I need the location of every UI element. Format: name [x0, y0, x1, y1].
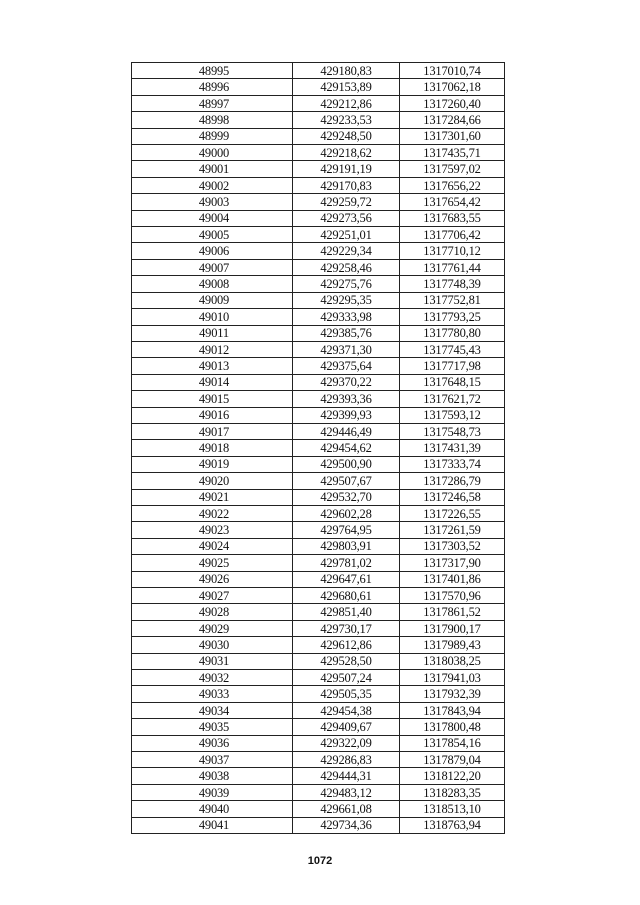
table-row — [132, 341, 505, 357]
point-number-cell: 49033 — [132, 686, 293, 702]
point-number-cell: 49038 — [132, 768, 293, 784]
x-coordinate-cell: 429333,98 — [293, 309, 400, 325]
x-coordinate-cell: 429764,95 — [293, 522, 400, 538]
point-number-cell: 49019 — [132, 456, 293, 472]
y-coordinate-cell: 1317800,48 — [400, 719, 505, 735]
x-coordinate-cell: 429259,72 — [293, 194, 400, 210]
table-row — [132, 801, 505, 817]
table-row — [132, 292, 505, 308]
point-number-cell: 49014 — [132, 374, 293, 390]
table-row — [132, 784, 505, 800]
y-coordinate-cell: 1317861,52 — [400, 604, 505, 620]
y-coordinate-cell: 1317284,66 — [400, 112, 505, 128]
point-number-cell: 49022 — [132, 505, 293, 521]
point-number-cell: 49001 — [132, 161, 293, 177]
y-coordinate-cell: 1317717,98 — [400, 358, 505, 374]
point-number-cell: 49000 — [132, 145, 293, 161]
point-number-cell: 48997 — [132, 95, 293, 111]
table-row — [132, 374, 505, 390]
point-number-cell: 49037 — [132, 752, 293, 768]
point-number-cell: 49035 — [132, 719, 293, 735]
x-coordinate-cell: 429212,86 — [293, 95, 400, 111]
point-number-cell: 49005 — [132, 227, 293, 243]
point-number-cell: 49032 — [132, 670, 293, 686]
table-row — [132, 670, 505, 686]
y-coordinate-cell: 1317752,81 — [400, 292, 505, 308]
x-coordinate-cell: 429851,40 — [293, 604, 400, 620]
y-coordinate-cell: 1318763,94 — [400, 817, 505, 833]
table-row — [132, 637, 505, 653]
point-number-cell: 49011 — [132, 325, 293, 341]
point-number-cell: 48998 — [132, 112, 293, 128]
y-coordinate-cell: 1317656,22 — [400, 177, 505, 193]
x-coordinate-cell: 429602,28 — [293, 505, 400, 521]
table-row — [132, 407, 505, 423]
table-row — [132, 243, 505, 259]
x-coordinate-cell: 429385,76 — [293, 325, 400, 341]
y-coordinate-cell: 1317062,18 — [400, 79, 505, 95]
table-row — [132, 194, 505, 210]
y-coordinate-cell: 1318038,25 — [400, 653, 505, 669]
point-number-cell: 49006 — [132, 243, 293, 259]
table-row — [132, 161, 505, 177]
y-coordinate-cell: 1317843,94 — [400, 702, 505, 718]
point-number-cell: 49031 — [132, 653, 293, 669]
point-number-cell: 49013 — [132, 358, 293, 374]
x-coordinate-cell: 429781,02 — [293, 555, 400, 571]
point-number-cell: 49003 — [132, 194, 293, 210]
point-number-cell: 49004 — [132, 210, 293, 226]
table-row — [132, 702, 505, 718]
x-coordinate-cell: 429500,90 — [293, 456, 400, 472]
table-row — [132, 456, 505, 472]
x-coordinate-cell: 429248,50 — [293, 128, 400, 144]
y-coordinate-cell: 1317780,80 — [400, 325, 505, 341]
y-coordinate-cell: 1317748,39 — [400, 276, 505, 292]
table-row — [132, 145, 505, 161]
x-coordinate-cell: 429446,49 — [293, 423, 400, 439]
table-row — [132, 735, 505, 751]
x-coordinate-cell: 429191,19 — [293, 161, 400, 177]
x-coordinate-cell: 429180,83 — [293, 63, 400, 79]
table-row — [132, 95, 505, 111]
x-coordinate-cell: 429399,93 — [293, 407, 400, 423]
table-row — [132, 325, 505, 341]
table-row — [132, 505, 505, 521]
x-coordinate-cell: 429454,62 — [293, 440, 400, 456]
y-coordinate-cell: 1317286,79 — [400, 473, 505, 489]
y-coordinate-cell: 1318283,35 — [400, 784, 505, 800]
x-coordinate-cell: 429322,09 — [293, 735, 400, 751]
table-row — [132, 555, 505, 571]
y-coordinate-cell: 1317879,04 — [400, 752, 505, 768]
y-coordinate-cell: 1317010,74 — [400, 63, 505, 79]
point-number-cell: 49039 — [132, 784, 293, 800]
table-row — [132, 259, 505, 275]
x-coordinate-cell: 429251,01 — [293, 227, 400, 243]
x-coordinate-cell: 429507,67 — [293, 473, 400, 489]
x-coordinate-cell: 429734,36 — [293, 817, 400, 833]
x-coordinate-cell: 429371,30 — [293, 341, 400, 357]
coordinates-table-body — [132, 63, 505, 834]
point-number-cell: 49015 — [132, 391, 293, 407]
x-coordinate-cell: 429393,36 — [293, 391, 400, 407]
table-row — [132, 538, 505, 554]
y-coordinate-cell: 1317710,12 — [400, 243, 505, 259]
y-coordinate-cell: 1317435,71 — [400, 145, 505, 161]
y-coordinate-cell: 1317570,96 — [400, 588, 505, 604]
x-coordinate-cell: 429375,64 — [293, 358, 400, 374]
table-row — [132, 719, 505, 735]
y-coordinate-cell: 1317226,55 — [400, 505, 505, 521]
x-coordinate-cell: 429170,83 — [293, 177, 400, 193]
point-number-cell: 49023 — [132, 522, 293, 538]
table-row — [132, 768, 505, 784]
point-number-cell: 49016 — [132, 407, 293, 423]
point-number-cell: 48999 — [132, 128, 293, 144]
y-coordinate-cell: 1317260,40 — [400, 95, 505, 111]
table-row — [132, 588, 505, 604]
y-coordinate-cell: 1317597,02 — [400, 161, 505, 177]
x-coordinate-cell: 429273,56 — [293, 210, 400, 226]
y-coordinate-cell: 1317989,43 — [400, 637, 505, 653]
y-coordinate-cell: 1317621,72 — [400, 391, 505, 407]
y-coordinate-cell: 1317648,15 — [400, 374, 505, 390]
table-row — [132, 423, 505, 439]
y-coordinate-cell: 1317854,16 — [400, 735, 505, 751]
y-coordinate-cell: 1317246,58 — [400, 489, 505, 505]
point-number-cell: 48995 — [132, 63, 293, 79]
point-number-cell: 49024 — [132, 538, 293, 554]
x-coordinate-cell: 429680,61 — [293, 588, 400, 604]
x-coordinate-cell: 429612,86 — [293, 637, 400, 653]
table-row — [132, 620, 505, 636]
x-coordinate-cell: 429229,34 — [293, 243, 400, 259]
y-coordinate-cell: 1318513,10 — [400, 801, 505, 817]
x-coordinate-cell: 429647,61 — [293, 571, 400, 587]
x-coordinate-cell: 429153,89 — [293, 79, 400, 95]
y-coordinate-cell: 1317900,17 — [400, 620, 505, 636]
y-coordinate-cell: 1317548,73 — [400, 423, 505, 439]
table-row — [132, 440, 505, 456]
table-row — [132, 177, 505, 193]
table-row — [132, 112, 505, 128]
table-row — [132, 522, 505, 538]
y-coordinate-cell: 1317745,43 — [400, 341, 505, 357]
x-coordinate-cell: 429528,50 — [293, 653, 400, 669]
page-number: 1072 — [307, 855, 333, 867]
x-coordinate-cell: 429258,46 — [293, 259, 400, 275]
point-number-cell: 49021 — [132, 489, 293, 505]
point-number-cell: 49029 — [132, 620, 293, 636]
point-number-cell: 49008 — [132, 276, 293, 292]
y-coordinate-cell: 1317401,86 — [400, 571, 505, 587]
x-coordinate-cell: 429454,38 — [293, 702, 400, 718]
table-row — [132, 128, 505, 144]
table-row — [132, 63, 505, 79]
x-coordinate-cell: 429532,70 — [293, 489, 400, 505]
table-row — [132, 210, 505, 226]
y-coordinate-cell: 1317431,39 — [400, 440, 505, 456]
y-coordinate-cell: 1317941,03 — [400, 670, 505, 686]
y-coordinate-cell: 1317261,59 — [400, 522, 505, 538]
point-number-cell: 49025 — [132, 555, 293, 571]
x-coordinate-cell: 429730,17 — [293, 620, 400, 636]
point-number-cell: 49018 — [132, 440, 293, 456]
point-number-cell: 49020 — [132, 473, 293, 489]
y-coordinate-cell: 1317303,52 — [400, 538, 505, 554]
table-row — [132, 358, 505, 374]
table-row — [132, 653, 505, 669]
table-row — [132, 817, 505, 833]
x-coordinate-cell: 429233,53 — [293, 112, 400, 128]
y-coordinate-cell: 1317317,90 — [400, 555, 505, 571]
y-coordinate-cell: 1317761,44 — [400, 259, 505, 275]
x-coordinate-cell: 429275,76 — [293, 276, 400, 292]
x-coordinate-cell: 429370,22 — [293, 374, 400, 390]
y-coordinate-cell: 1317333,74 — [400, 456, 505, 472]
point-number-cell: 48996 — [132, 79, 293, 95]
table-row — [132, 686, 505, 702]
point-number-cell: 49030 — [132, 637, 293, 653]
x-coordinate-cell: 429803,91 — [293, 538, 400, 554]
table-row — [132, 227, 505, 243]
point-number-cell: 49026 — [132, 571, 293, 587]
table-row — [132, 79, 505, 95]
y-coordinate-cell: 1317593,12 — [400, 407, 505, 423]
point-number-cell: 49034 — [132, 702, 293, 718]
x-coordinate-cell: 429218,62 — [293, 145, 400, 161]
y-coordinate-cell: 1317932,39 — [400, 686, 505, 702]
x-coordinate-cell: 429295,35 — [293, 292, 400, 308]
y-coordinate-cell: 1317654,42 — [400, 194, 505, 210]
table-row — [132, 489, 505, 505]
table-row — [132, 473, 505, 489]
point-number-cell: 49036 — [132, 735, 293, 751]
y-coordinate-cell: 1317706,42 — [400, 227, 505, 243]
point-number-cell: 49010 — [132, 309, 293, 325]
table-row — [132, 276, 505, 292]
point-number-cell: 49007 — [132, 259, 293, 275]
table-row — [132, 391, 505, 407]
point-number-cell: 49027 — [132, 588, 293, 604]
x-coordinate-cell: 429505,35 — [293, 686, 400, 702]
table-row — [132, 752, 505, 768]
point-number-cell: 49017 — [132, 423, 293, 439]
point-number-cell: 49028 — [132, 604, 293, 620]
point-number-cell: 49040 — [132, 801, 293, 817]
x-coordinate-cell: 429409,67 — [293, 719, 400, 735]
point-number-cell: 49012 — [132, 341, 293, 357]
x-coordinate-cell: 429444,31 — [293, 768, 400, 784]
coordinates-table — [131, 62, 505, 834]
point-number-cell: 49009 — [132, 292, 293, 308]
y-coordinate-cell: 1317793,25 — [400, 309, 505, 325]
y-coordinate-cell: 1318122,20 — [400, 768, 505, 784]
x-coordinate-cell: 429286,83 — [293, 752, 400, 768]
y-coordinate-cell: 1317301,60 — [400, 128, 505, 144]
x-coordinate-cell: 429661,08 — [293, 801, 400, 817]
table-row — [132, 571, 505, 587]
point-number-cell: 49002 — [132, 177, 293, 193]
x-coordinate-cell: 429507,24 — [293, 670, 400, 686]
table-row — [132, 604, 505, 620]
y-coordinate-cell: 1317683,55 — [400, 210, 505, 226]
table-row — [132, 309, 505, 325]
x-coordinate-cell: 429483,12 — [293, 784, 400, 800]
point-number-cell: 49041 — [132, 817, 293, 833]
